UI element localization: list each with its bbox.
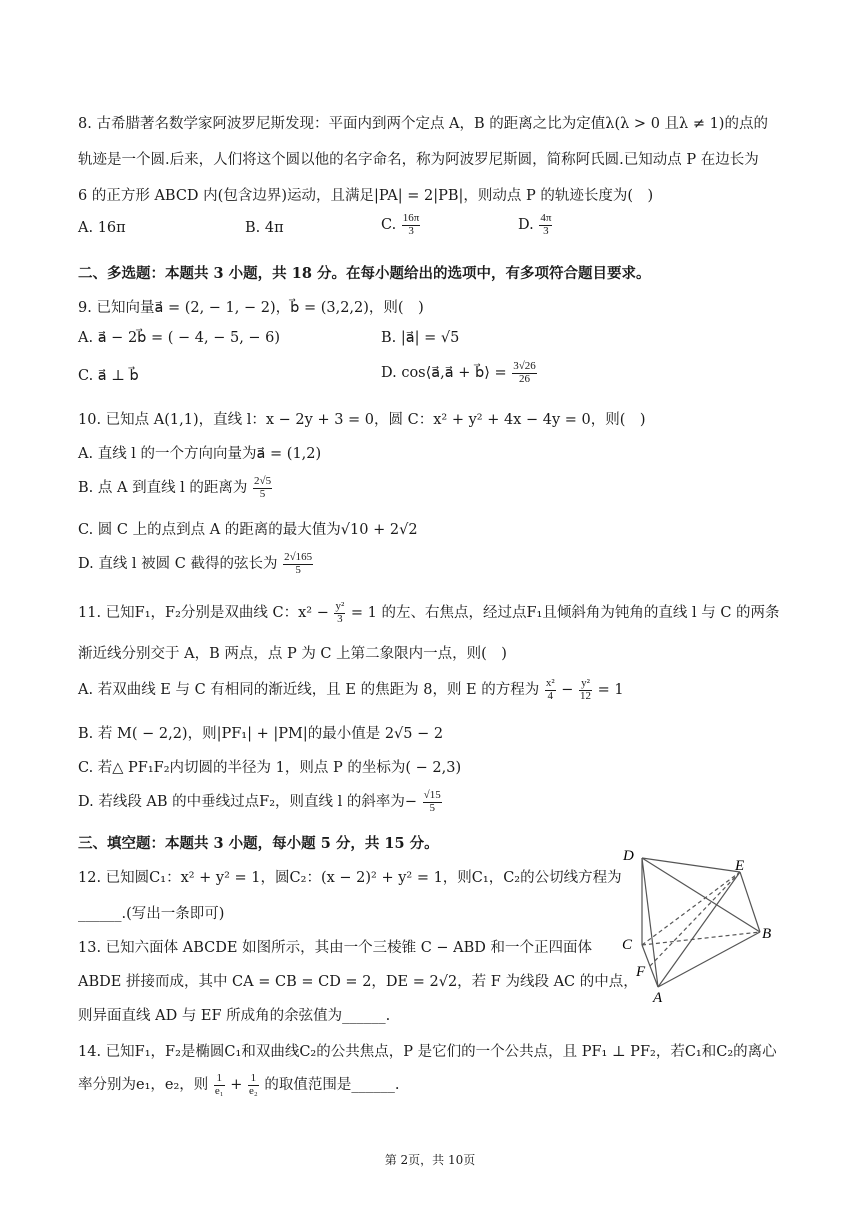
q10-stem: 10. 已知点 A(1,1)，直线 l：x − 2y + 3 = 0，圆 C：x² + y² + 4x − 4y = 0，则( ) (78, 412, 646, 428)
fraction: $\frac{\text{y²}}{3}$ (335, 600, 345, 625)
fraction: $\frac{16\pi}{3}$ (402, 212, 420, 237)
q11-line-2: 渐近线分别交于 A，B 两点，点 P 为 C 上第二象限内一点，则( ) (78, 646, 507, 662)
fraction: $\frac{√15}{5}$ (423, 789, 441, 814)
section-2-heading: 二、多选题：本题共 3 小题，共 18 分。在每小题给出的选项中，有多项符合题目要求。 (78, 265, 651, 282)
section-3-heading: 三、填空题：本题共 3 小题，每小题 5 分，共 15 分。 (78, 835, 439, 852)
fraction: $\frac{2√165}{5}$ (284, 551, 313, 576)
q13-line-2: ABDE 拼接而成，其中 CA = CB = CD = 2，DE = 2√2，若 F 为线段 AC 的中点， (78, 974, 638, 990)
q11-option-c: C. 若△ PF₁F₂内切圆的半径为 1，则点 P 的坐标为( − 2,3) (78, 760, 462, 776)
q8-option-a: A. 16π (78, 220, 126, 236)
fraction: $\frac{4\pi}{3}$ (540, 212, 552, 237)
q8-line-3: 6 的正方形 ABCD 内(包含边界)运动，且满足|PA| = 2|PB|，则动点 P 的轨迹长度为( ) (78, 188, 654, 204)
fraction: $\frac{3√26}{26}$ (513, 360, 536, 385)
label-a: A (653, 990, 663, 1004)
fraction: $\frac{1}{\text{e₂}}$ (249, 1072, 258, 1097)
q13-line-3: 则异面直线 AD 与 EF 所成角的余弦值为______. (78, 1008, 391, 1024)
label-f: F (636, 964, 646, 980)
label-e: E (735, 858, 745, 874)
q8-option-d: D. $\frac{4\pi}{3}$ (518, 212, 552, 237)
q12-line-2: ______.(写出一条即可) (78, 906, 225, 922)
fraction: $\frac{\text{y²}}{12}$ (580, 677, 592, 702)
page-footer: 第 2页，共 10页 (384, 1153, 476, 1167)
q8-option-c: C. $\frac{16\pi}{3}$ (381, 212, 420, 237)
fraction: $\frac{\text{x²}}{4}$ (545, 677, 555, 702)
label-c: C (622, 937, 633, 953)
q11-option-b: B. 若 M( − 2,2)，则|PF₁| + |PM|的最小值是 2√5 − 2 (78, 726, 444, 742)
q10-option-d: D. 直线 l 被圆 C 截得的弦长为 $\frac{2√165}{5}$ (78, 551, 313, 576)
q8-line-2: 轨迹是一个圆.后来，人们将这个圆以他的名字命名，称为阿波罗尼斯圆，简称阿氏圆.已知动点 P 在边长为 (78, 152, 759, 168)
q10-option-b: B. 点 A 到直线 l 的距离为 $\frac{2√5}{5}$ (78, 475, 272, 500)
q8-line-1: 8. 古希腊著名数学家阿波罗尼斯发现：平面内到两个定点 A，B 的距离之比为定值λ(λ > 0 且λ ≠ 1)的点的 (78, 116, 768, 132)
q9-option-d: D. cos⟨a⃗,a⃗ + b⃗⟩ = $\frac{3√26}{26}$ (381, 360, 536, 385)
q11-option-d: D. 若线段 AB 的中垂线过点F₂，则直线 l 的斜率为− $\frac{√15}{5}$ (78, 789, 441, 814)
q9-stem: 9. 已知向量a⃗ = (2, − 1, − 2)，b⃗ = (3,2,2)，则( ) (78, 300, 424, 316)
q8-option-b: B. 4π (245, 220, 284, 236)
q11-line-1: 11. 已知F₁，F₂分别是双曲线 C：x² − $\frac{\text{y²}}{3}$ = 1 的左、右焦点，经过点F₁且倾斜角为钝角的直线 l 与 C 的两条 (78, 600, 780, 625)
q11-option-a: A. 若双曲线 E 与 C 有相同的渐近线，且 E 的焦距为 8，则 E 的方程为 $\frac{\text{x²}}{4}$ − $\frac{\text{y²}}{12}$ = 1 (78, 677, 624, 702)
q9-option-a: A. a⃗ − 2b⃗ = ( − 4, − 5, − 6) (78, 330, 281, 346)
q10-option-c: C. 圆 C 上的点到点 A 的距离的最大值为√10 + 2√2 (78, 522, 418, 538)
q12-line-1: 12. 已知圆C₁：x² + y² = 1，圆C₂：(x − 2)² + y² = 1，则C₁，C₂的公切线方程为 (78, 870, 622, 886)
q9-option-b: B. |a⃗| = √5 (381, 330, 460, 346)
q9-option-c: C. a⃗ ⊥ b⃗ (78, 368, 139, 384)
hexahedron-figure (615, 842, 785, 1004)
q14-line-2: 率分别为e₁，e₂，则 $\frac{1}{\text{e₁}}$ + $\frac{1}{\text{e₂}}$ 的取值范围是______. (78, 1072, 400, 1097)
fraction: $\frac{2√5}{5}$ (254, 475, 272, 500)
q13-line-1: 13. 已知六面体 ABCDE 如图所示，其由一个三棱锥 C − ABD 和一个正四面体 (78, 940, 593, 956)
q10-option-a: A. 直线 l 的一个方向向量为a⃗ = (1,2) (78, 446, 322, 462)
label-d: D (623, 848, 634, 864)
label-b: B (762, 926, 772, 942)
q14-line-1: 14. 已知F₁，F₂是椭圆C₁和双曲线C₂的公共焦点，P 是它们的一个公共点，且 PF₁ ⊥ PF₂，若C₁和C₂的离心 (78, 1044, 777, 1060)
fraction: $\frac{1}{\text{e₁}}$ (214, 1072, 224, 1097)
